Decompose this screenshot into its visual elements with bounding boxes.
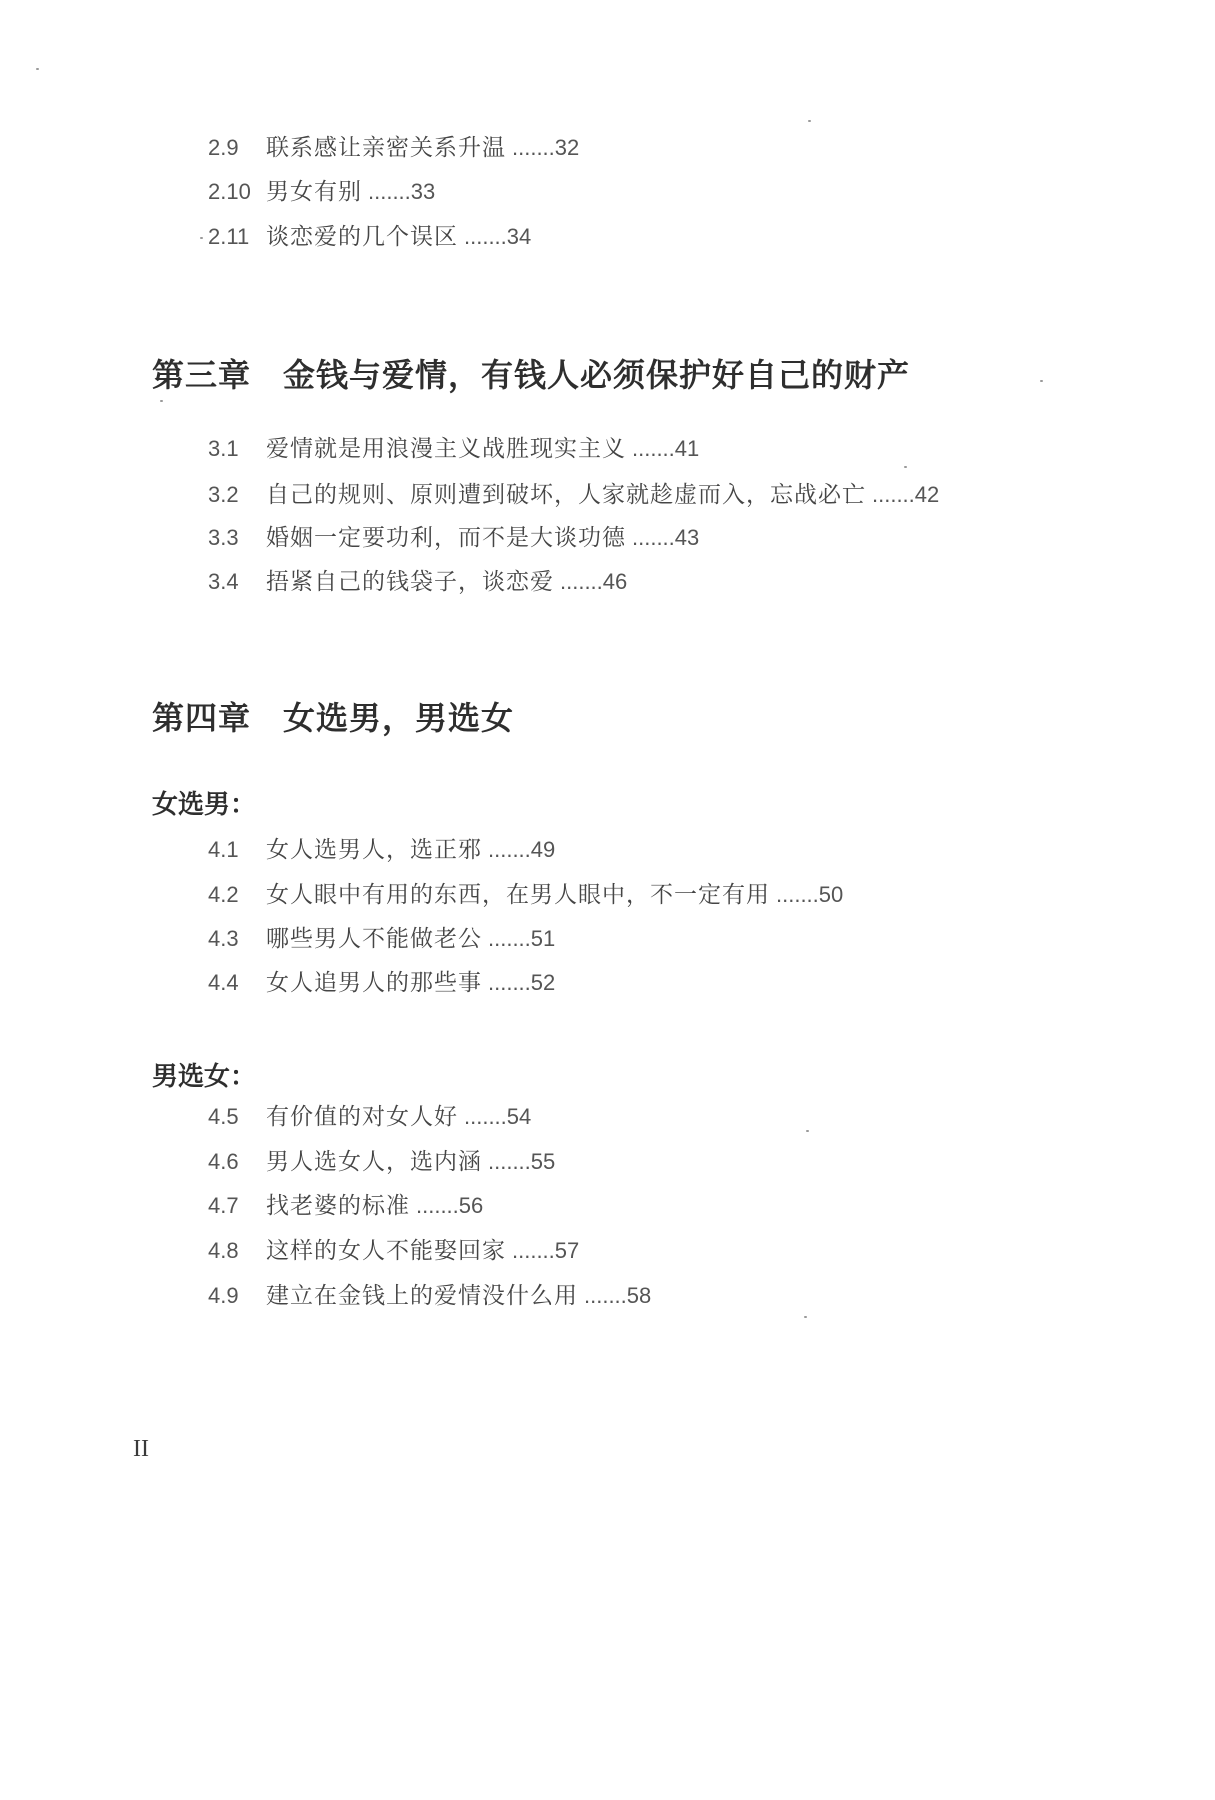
entry-number: 4.1 (208, 837, 239, 862)
toc-entry (208, 1236, 579, 1266)
section-heading: 男选女： (152, 1062, 257, 1092)
entry-number: 4.4 (208, 970, 239, 995)
entry-title: 女人眼中有用的东西，在男人眼中，不一定有用 (266, 882, 770, 908)
entry-number: 4.3 (208, 926, 239, 951)
entry-page: .......57 (512, 1238, 580, 1263)
entry-title: 捂紧自己的钱袋子，谈恋爱 (266, 569, 554, 595)
entry-number: 4.6 (208, 1149, 239, 1174)
entry-number: 3.2 (208, 482, 239, 507)
entry-page: .......54 (464, 1104, 532, 1129)
page-number: II (133, 1436, 149, 1462)
toc-entry (208, 924, 555, 954)
entry-page: .......32 (512, 135, 580, 160)
entry-number: 2.9 (208, 135, 239, 160)
scan-speck (200, 237, 203, 239)
toc-entry (208, 880, 843, 910)
toc-entry (208, 177, 435, 207)
entry-title: 自己的规则、原则遭到破坏，人家就趁虚而入，忘战必亡 (266, 482, 866, 508)
entry-page: .......55 (488, 1149, 556, 1174)
chapter-label: 第三章 (152, 356, 252, 394)
entry-title: 谈恋爱的几个误区 (266, 224, 458, 250)
chapter-title: 金钱与爱情，有钱人必须保护好自己的财产 (283, 356, 911, 394)
entry-number: 3.3 (208, 525, 239, 550)
entry-page: .......58 (584, 1283, 652, 1308)
entry-number: 3.4 (208, 569, 239, 594)
scan-speck (1040, 380, 1043, 382)
entry-title: 建立在金钱上的爱情没什么用 (266, 1283, 578, 1309)
chapter-heading (152, 355, 910, 395)
toc-entry (208, 523, 699, 553)
toc-entry (208, 1191, 483, 1221)
toc-entry (208, 835, 555, 865)
entry-number: 4.7 (208, 1193, 239, 1218)
entry-number: 4.5 (208, 1104, 239, 1129)
entry-title: 男女有别 (266, 179, 362, 205)
entry-title: 男人选女人，选内涵 (266, 1149, 482, 1175)
entry-title: 婚姻一定要功利，而不是大谈功德 (266, 525, 626, 551)
entry-page: .......56 (416, 1193, 484, 1218)
section-heading: 女选男： (152, 790, 257, 820)
entry-title: 有价值的对女人好 (266, 1104, 458, 1130)
chapter-label: 第四章 (152, 699, 252, 737)
scan-speck (806, 1130, 809, 1132)
toc-entry (208, 480, 939, 510)
toc-entry (208, 567, 627, 597)
entry-title: 联系感让亲密关系升温 (266, 135, 506, 161)
entry-title: 这样的女人不能娶回家 (266, 1238, 506, 1264)
toc-entry (208, 1102, 531, 1132)
entry-page: .......50 (776, 882, 844, 907)
scan-speck (804, 1316, 807, 1318)
entry-number: 4.2 (208, 882, 239, 907)
entry-title: 哪些男人不能做老公 (266, 926, 482, 952)
chapter-heading (152, 698, 514, 738)
toc-entry (208, 133, 579, 163)
entry-number: 4.9 (208, 1283, 239, 1308)
toc-entry (208, 222, 531, 252)
scan-speck (36, 68, 39, 70)
entry-title: 爱情就是用浪漫主义战胜现实主义 (266, 436, 626, 462)
entry-page: .......43 (632, 525, 700, 550)
entry-page: .......34 (464, 224, 532, 249)
entry-title: 女人选男人，选正邪 (266, 837, 482, 863)
toc-entry (208, 1147, 555, 1177)
toc-entry (208, 968, 555, 998)
toc-entry (208, 1281, 651, 1311)
entry-number: 3.1 (208, 436, 239, 461)
entry-number: 2.11 (208, 224, 250, 249)
scan-speck (904, 466, 907, 468)
entry-page: .......52 (488, 970, 556, 995)
entry-page: .......41 (632, 436, 700, 461)
entry-number: 2.10 (208, 179, 251, 204)
toc-entry (208, 434, 699, 464)
entry-page: .......42 (872, 482, 940, 507)
chapter-title: 女选男，男选女 (283, 699, 515, 737)
entry-page: .......51 (488, 926, 556, 951)
entry-page: .......46 (560, 569, 628, 594)
entry-title: 女人追男人的那些事 (266, 970, 482, 996)
entry-page: .......49 (488, 837, 556, 862)
entry-number: 4.8 (208, 1238, 239, 1263)
scan-speck (808, 120, 811, 122)
scan-speck (160, 400, 163, 402)
entry-title: 找老婆的标准 (266, 1193, 410, 1219)
entry-page: .......33 (368, 179, 436, 204)
